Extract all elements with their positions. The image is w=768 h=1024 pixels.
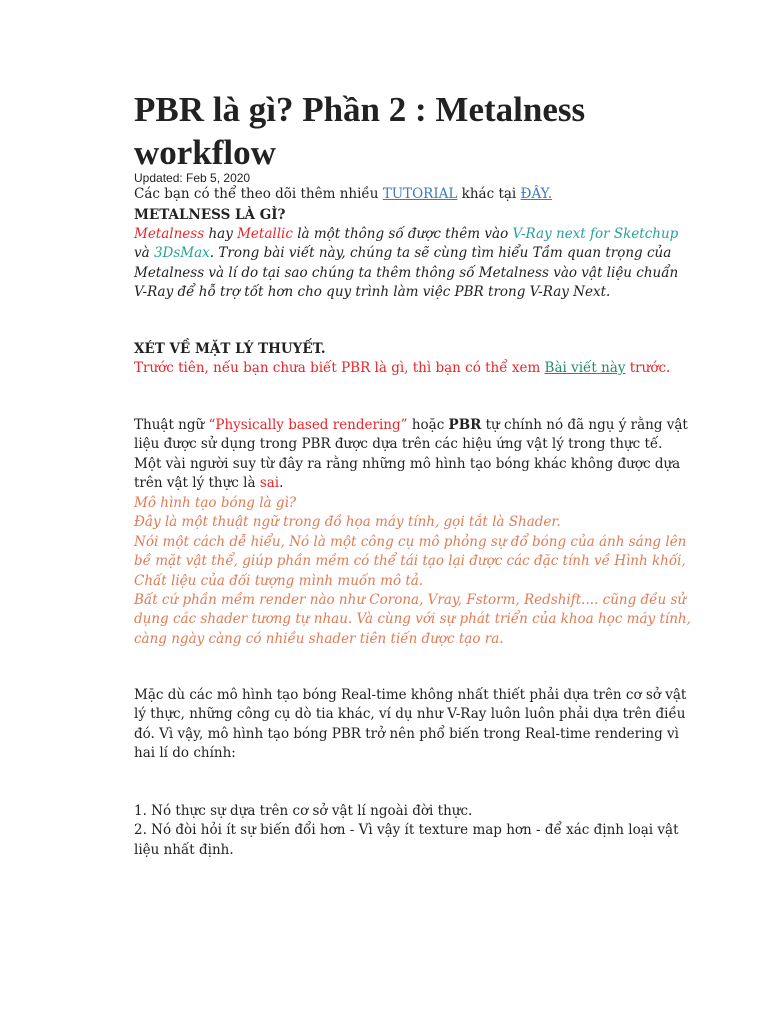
pbr-text-3: tự chính nó đã ngụ ý rằng vật liệu được sử dụng trong PBR được dựa trên các hiệu ứng vật lý trong thực tế. Một vài người suy từ đây ra rằng những mô hình tạo bóng khác không được dựa trên vật lý thực là [134,417,688,492]
reasons-list [134,802,694,860]
realtime-paragraph: Mặc dù các mô hình tạo bóng Real-time không nhất thiết phải dựa trên cơ sở vật lý thực, những công cụ dò tia khác, ví dụ như V-Ray luôn luôn phải dựa trên điều đó. Vì vậy, mô hình tạo bóng PBR trở nên phổ biến trong Real-time rendering vì hai lí do chính: [134,687,687,762]
article-link[interactable]: Bài viết này [544,360,626,376]
page-title: PBR là gì? Phần 2 : Metalness workflow [134,90,586,172]
metalness-paragraph [134,225,694,303]
shader-line: Bất cứ phần mềm render nào như Corona, Vray, Fstorm, Redshift.... cũng đều sử dụng các shader tương tự nhau. Và cùng với sự phát triển của khoa học máy tính, càng ngày càng có nhiều shader tiên tiến được tạo ra. [134,592,691,647]
shader-line: Mô hình tạo bóng là gì? [134,495,297,511]
metal-text-1: hay [204,226,238,242]
intro-text: Các bạn có thể theo dõi thêm nhiều [134,186,383,202]
pbr-quote: “Physically based rendering” [208,417,408,433]
wrong-term: sai [259,475,280,492]
shader-line: Đây là một thuật ngữ trong đồ họa máy tính, gọi tắt là Shader. [134,514,561,531]
metal-text-2: là một thông số được thêm vào [292,226,513,242]
intro-middle-text: khác tại [457,186,521,202]
pbr-text-2: hoặc [407,417,449,433]
intro-paragraph [134,185,694,204]
theory-note-text: Trước tiên, nếu bạn chưa biết PBR là gì, thì bạn có thể xem [134,360,545,376]
3dsmax-term: 3DsMax [153,245,210,262]
theory-note [134,359,694,378]
pbr-term: PBR [448,417,482,433]
heading-metalness: METALNESS LÀ GÌ? [134,207,286,223]
pbr-text-1: Thuật ngữ [134,417,209,433]
list-item: 2. Nó đòi hỏi ít sự biến đổi hơn - Vì vậy ít texture map hơn - để xác định loại vật liệu nhất định. [134,822,679,858]
theory-note-after: trước. [625,360,671,376]
shader-line: Nói một cách dễ hiểu, Nó là một công cụ mô phỏng sự đổ bóng của ánh sáng lên bề mặt vật thể, giúp phần mềm có thể tái tạo lại được các đặc tính về Hình khối, Chất liệu của đối tượng mình muốn mô tả. [134,533,687,589]
pbr-paragraph [134,416,694,494]
shader-explanation [134,494,694,649]
list-item: 1. Nó thực sự dựa trên cơ sở vật lí ngoài đời thực. [134,803,473,819]
here-link[interactable]: ĐÂY. [520,186,553,202]
metal-text-3: và [134,245,154,262]
pbr-text-4: . [279,475,284,492]
metal-text-4: . Trong bài viết này, chúng ta sẽ cùng tìm hiểu Tầm quan trọng của Metalness và lí do tại sao chúng ta thêm thông số Metalness vào vật liệu chuẩn V-Ray để hỗ trợ tốt hơn cho quy trình làm việc PBR trong V-Ray Next. [134,245,679,301]
tutorial-link[interactable]: TUTORIAL [382,186,458,202]
vray-sketchup-term: V-Ray next for Sketchup [512,226,679,242]
heading-theory: XÉT VỀ MẶT LÝ THUYẾT. [134,341,326,357]
updated-date: Updated: Feb 5, 2020 [134,171,251,185]
metallic-term: Metallic [237,226,293,242]
metalness-term: Metalness [134,226,205,242]
